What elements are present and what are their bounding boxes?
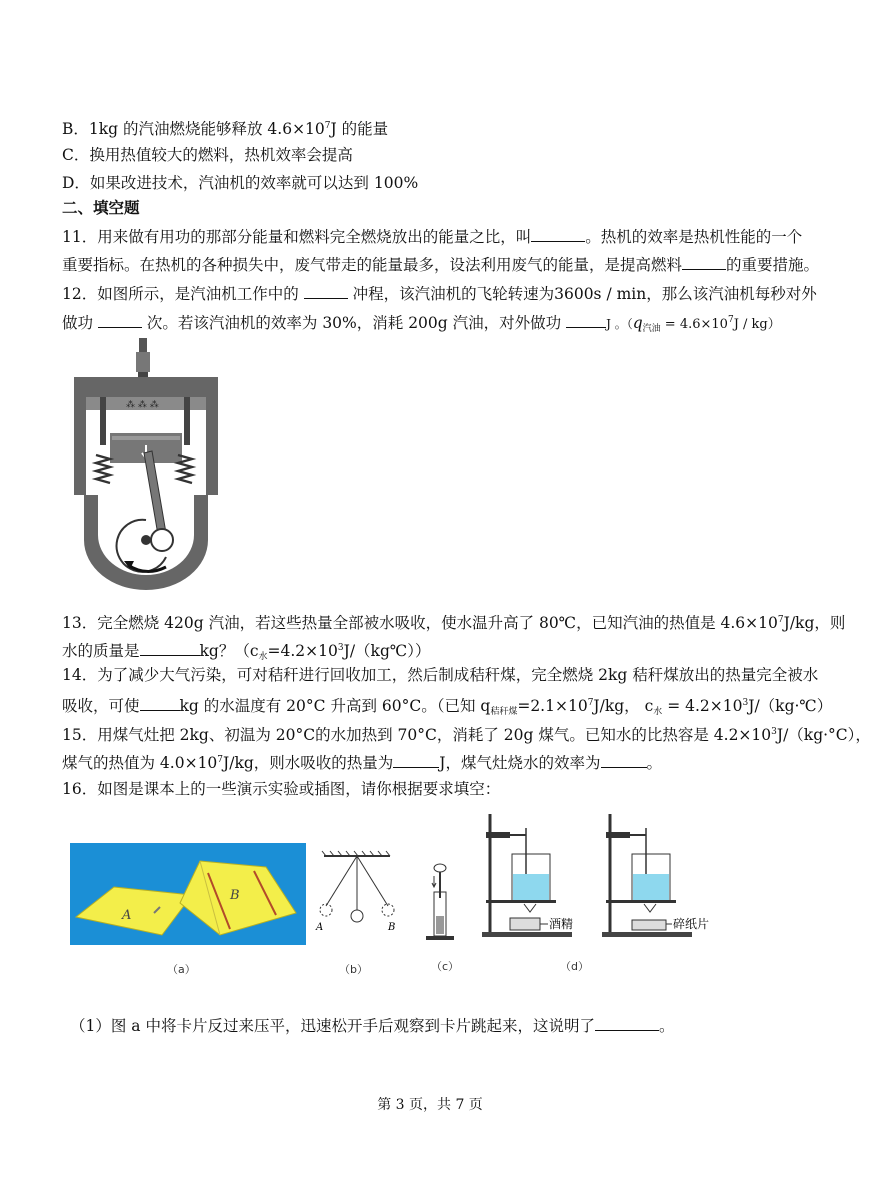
q11-line1: 11．用来做有用功的那部分能量和燃料完全燃烧放出的能量之比，叫 。热机的效率是热机性能的一个: [62, 225, 802, 247]
svg-text:B: B: [388, 922, 396, 933]
q12-line2: 做功 次。若该汽油机的效率为 30%，消耗 200g 汽油，对外做功 J 。$(q_{汽油} = 4.6\times 10^7J / kg)$: [62, 310, 781, 339]
q16-intro: 16．如图是课本上的一些演示实验或插图，请你根据要求填空：: [62, 780, 501, 798]
spark-plug-icon: [139, 338, 147, 352]
svg-text:B: B: [230, 888, 240, 903]
q15-line1: 15．用煤气灶把 2kg、初温为 20°C的水加热到 70°C，消耗了 20g 煤气。已知水的比热容是 $4.2\times 10^3J/(kg\cdot^\circ C)$，: [62, 726, 871, 744]
q13-blank[interactable]: [140, 639, 200, 656]
svg-text:A: A: [316, 922, 324, 933]
option-d: D．如果改进技术，汽油机的效率就可以达到 100%: [62, 174, 419, 192]
option-b: B．1kg 的汽油燃烧能够释放 $4.6\times 10^7J$ 的能量: [62, 120, 389, 138]
alcohol-burner-icon: [510, 918, 540, 930]
q12-blank-3[interactable]: [566, 311, 606, 328]
svg-text:碎纸片: 碎纸片: [673, 917, 710, 931]
q12-line1: 12．如图所示，是汽油机工作中的 冲程，该汽油机的飞轮转速为3600s / min，那么该汽油机每秒对外: [62, 282, 817, 304]
figure-a-cards: [70, 843, 306, 945]
q13-line1: 13．完全燃烧 420g 汽油，若这些热量全部被水吸收，使水温升高了 80℃，已知汽油的热值是 $4.6\times 10^7J/kg$，则: [62, 614, 846, 632]
q11-blank-1[interactable]: [531, 225, 585, 242]
page-footer: 第 3 页，共 7 页: [377, 1097, 483, 1113]
q14-blank[interactable]: [140, 694, 180, 711]
q14-line1: 14．为了减少大气污染，可对秸秆进行回收加工，然后制成秸秆煤，完全燃烧 2kg 秸秆煤放出的热量完全被水: [62, 666, 819, 684]
svg-text:酒精: 酒精: [549, 917, 574, 931]
q13-line2: 水的质量是 kg？$(c_水=4.2\times 10^3J/(kg℃))$: [62, 638, 430, 667]
q15-blank-1[interactable]: [393, 751, 439, 768]
q16-sub1: （1）图 a 中将卡片反过来压平，迅速松开手后观察到卡片跳起来，这说明了 。: [70, 1014, 674, 1036]
paper-dish-icon: [632, 920, 666, 930]
q15-line2: 煤气的热值为 $4.0\times 10^7J/kg$，则水吸收的热量为 J，煤气灶烧水的效率为 。: [62, 750, 662, 773]
svg-text:⁂ ⁂ ⁂: ⁂ ⁂ ⁂: [126, 400, 159, 410]
q11-line2: 重要指标。在热机的各种损失中，废气带走的能量最多，设法利用废气的能量，是提高燃料 的重要措施。: [62, 253, 819, 275]
q15-blank-2[interactable]: [601, 751, 647, 768]
caption-b: （b）: [339, 963, 368, 976]
caption-a: （a）: [167, 963, 196, 976]
q16-blank-1[interactable]: [595, 1014, 659, 1031]
q12-blank-2[interactable]: [98, 311, 142, 328]
figure-b-pendulum: [314, 850, 400, 950]
caption-d: （d）: [560, 960, 589, 973]
option-c: C．换用热值较大的燃料，热机效率会提高: [62, 146, 353, 164]
q11-blank-2[interactable]: [682, 253, 726, 270]
figure-d-heating: [476, 808, 716, 948]
caption-c: （c）: [431, 960, 460, 973]
q14-line2: 吸收，可使 kg 的水温度有 20°C 升高到 60°C。（已知 $q_{秸秆煤}=2.1\times 10^7J/kg$， $c_水$ = $4.2\times 10^3J/(kg\cdot℃)$: [62, 693, 832, 722]
engine-figure: [66, 335, 226, 595]
section-title: 二、填空题: [62, 198, 140, 217]
figure-c-syringe: [420, 862, 460, 944]
q12-blank-1[interactable]: [304, 282, 348, 299]
svg-text:A: A: [122, 908, 132, 923]
